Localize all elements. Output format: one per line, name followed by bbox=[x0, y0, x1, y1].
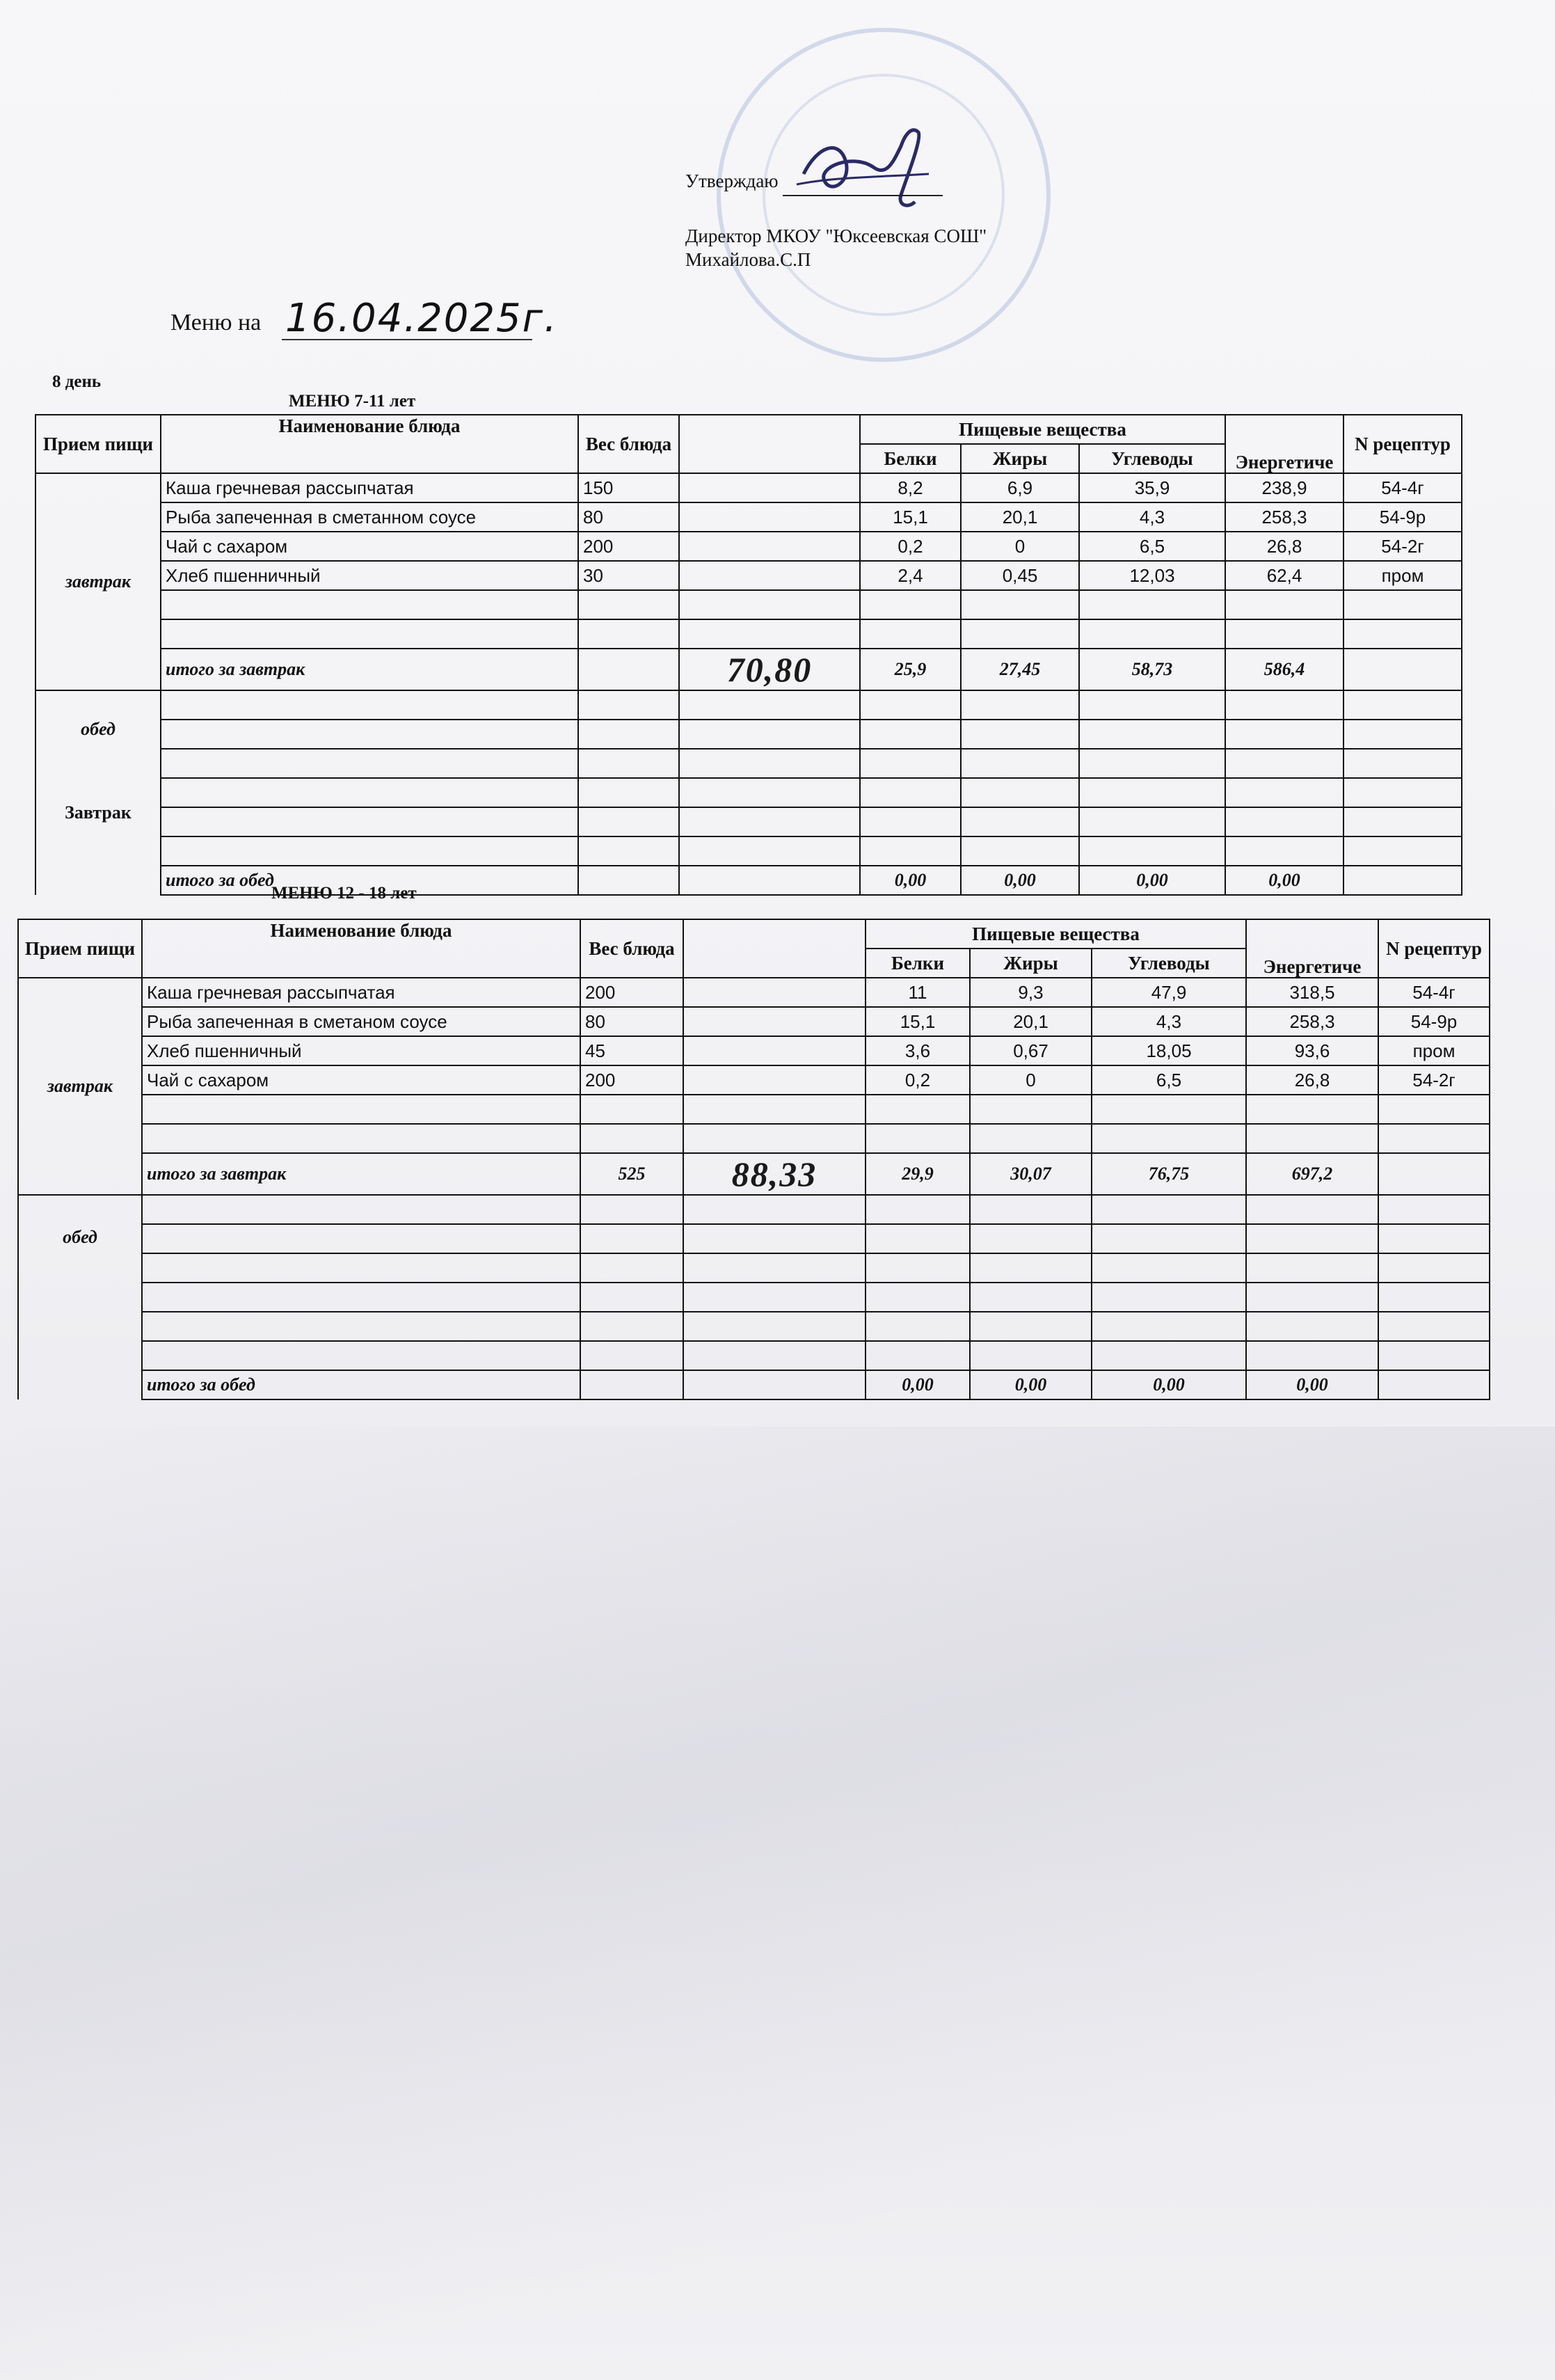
carbs-cell: 47,9 bbox=[1092, 978, 1246, 1007]
header-dish: Наименование блюда bbox=[161, 415, 578, 473]
total-protein: 0,00 bbox=[860, 866, 961, 895]
table-row bbox=[35, 561, 1462, 590]
total-price-handwritten: 88,33 bbox=[683, 1153, 866, 1195]
fat-cell: 6,9 bbox=[961, 473, 1079, 502]
table-row bbox=[35, 473, 1462, 502]
carbs-cell: 18,05 bbox=[1092, 1036, 1246, 1065]
menu2-table bbox=[17, 919, 1490, 1400]
protein-cell: 0,2 bbox=[860, 532, 961, 561]
fat-cell: 0 bbox=[970, 1065, 1092, 1095]
recipe-cell: пром bbox=[1378, 1036, 1490, 1065]
price-cell bbox=[679, 532, 860, 561]
dish-weight: 45 bbox=[580, 1036, 683, 1065]
protein-cell: 15,1 bbox=[866, 1007, 970, 1036]
total-protein: 25,9 bbox=[860, 649, 961, 690]
carbs-cell: 4,3 bbox=[1079, 502, 1225, 532]
price-cell bbox=[683, 978, 866, 1007]
dish-name: Каша гречневая рассыпчатая bbox=[161, 473, 578, 502]
menu1-table bbox=[35, 414, 1462, 896]
dish-name: Рыба запеченная в сметанном соусе bbox=[161, 502, 578, 532]
energy-cell: 258,3 bbox=[1225, 502, 1343, 532]
table-row bbox=[35, 836, 1462, 866]
price-cell bbox=[679, 561, 860, 590]
protein-cell: 15,1 bbox=[860, 502, 961, 532]
total-label: итого за обед bbox=[142, 1370, 580, 1399]
table-row bbox=[35, 590, 1462, 619]
total-price-handwritten: 70,80 bbox=[679, 649, 860, 690]
carbs-cell: 6,5 bbox=[1092, 1065, 1246, 1095]
menu-date-handwritten: 16.04.2025г. bbox=[285, 296, 558, 341]
lunch-label: обед bbox=[81, 719, 115, 739]
header-nutrients: Пищевые вещества bbox=[866, 919, 1246, 949]
table-row bbox=[18, 1283, 1490, 1312]
total-label: итого за завтрак bbox=[161, 649, 578, 690]
total-energy: 697,2 bbox=[1246, 1153, 1378, 1195]
total-protein: 0,00 bbox=[866, 1370, 970, 1399]
dish-weight: 200 bbox=[580, 978, 683, 1007]
recipe-cell: 54-9р bbox=[1343, 502, 1462, 532]
header-carbs: Углеводы bbox=[1092, 949, 1246, 978]
header-dish: Наименование блюда bbox=[142, 919, 580, 978]
total-fat: 27,45 bbox=[961, 649, 1079, 690]
recipe-cell: 54-9р bbox=[1378, 1007, 1490, 1036]
protein-cell: 8,2 bbox=[860, 473, 961, 502]
dish-weight: 80 bbox=[578, 502, 679, 532]
table-row bbox=[18, 1007, 1490, 1036]
table-row bbox=[18, 1253, 1490, 1283]
menu2-title: МЕНЮ 12 - 18 лет bbox=[271, 884, 417, 903]
header-fat: Жиры bbox=[970, 949, 1092, 978]
energy-cell: 26,8 bbox=[1246, 1065, 1378, 1095]
meal-cell-lunch: обед bbox=[18, 1195, 142, 1399]
table-row bbox=[18, 1341, 1490, 1370]
energy-cell: 318,5 bbox=[1246, 978, 1378, 1007]
header-meal: Прием пищи bbox=[35, 415, 161, 473]
table-row bbox=[18, 1095, 1490, 1124]
header-energy: Энергетиче bbox=[1246, 919, 1378, 978]
header-price bbox=[683, 919, 866, 978]
price-cell bbox=[679, 473, 860, 502]
lunch-total-row bbox=[35, 866, 1462, 895]
director-title: Директор МКОУ "Юксеевская СОШ" bbox=[685, 225, 987, 246]
carbs-cell: 4,3 bbox=[1092, 1007, 1246, 1036]
fat-cell: 0 bbox=[961, 532, 1079, 561]
total-energy: 586,4 bbox=[1225, 649, 1343, 690]
director-block bbox=[685, 224, 987, 271]
dish-weight: 200 bbox=[578, 532, 679, 561]
fat-cell: 0,45 bbox=[961, 561, 1079, 590]
carbs-cell: 12,03 bbox=[1079, 561, 1225, 590]
lunch-extra-label: Завтрак bbox=[65, 802, 131, 823]
total-protein: 29,9 bbox=[866, 1153, 970, 1195]
price-cell bbox=[683, 1065, 866, 1095]
dish-weight: 80 bbox=[580, 1007, 683, 1036]
total-fat: 30,07 bbox=[970, 1153, 1092, 1195]
header-protein: Белки bbox=[866, 949, 970, 978]
table-row bbox=[35, 749, 1462, 778]
header-recipe: N рецептур bbox=[1343, 415, 1462, 473]
total-weight bbox=[578, 649, 679, 690]
total-carbs: 58,73 bbox=[1079, 649, 1225, 690]
fat-cell: 0,67 bbox=[970, 1036, 1092, 1065]
table-row bbox=[18, 1036, 1490, 1065]
total-energy: 0,00 bbox=[1225, 866, 1343, 895]
table-row bbox=[18, 1195, 1490, 1224]
header-recipe: N рецептур bbox=[1378, 919, 1490, 978]
dish-weight: 150 bbox=[578, 473, 679, 502]
approve-label: Утверждаю bbox=[685, 170, 779, 191]
director-name: Михайлова.С.П bbox=[685, 249, 811, 270]
total-recipe bbox=[1343, 649, 1462, 690]
dish-weight: 200 bbox=[580, 1065, 683, 1095]
total-label: итого за завтрак bbox=[142, 1153, 580, 1195]
dish-name: Чай с сахаром bbox=[161, 532, 578, 561]
table-row bbox=[35, 532, 1462, 561]
menu1-title: МЕНЮ 7-11 лет bbox=[289, 392, 416, 411]
total-carbs: 0,00 bbox=[1079, 866, 1225, 895]
price-cell bbox=[683, 1036, 866, 1065]
price-cell bbox=[683, 1007, 866, 1036]
dish-weight: 30 bbox=[578, 561, 679, 590]
table-row bbox=[18, 1312, 1490, 1341]
signature-image bbox=[790, 118, 957, 223]
lunch-total-row bbox=[18, 1370, 1490, 1399]
recipe-cell: 54-4г bbox=[1378, 978, 1490, 1007]
dish-name: Хлеб пшенничный bbox=[142, 1036, 580, 1065]
energy-cell: 26,8 bbox=[1225, 532, 1343, 561]
header-meal: Прием пищи bbox=[18, 919, 142, 978]
header-energy: Энергетиче bbox=[1225, 415, 1343, 473]
total-energy: 0,00 bbox=[1246, 1370, 1378, 1399]
fat-cell: 20,1 bbox=[970, 1007, 1092, 1036]
dish-name: Хлеб пшенничный bbox=[161, 561, 578, 590]
table-row bbox=[35, 690, 1462, 720]
header-price bbox=[679, 415, 860, 473]
total-weight: 525 bbox=[580, 1153, 683, 1195]
price-cell bbox=[679, 502, 860, 532]
paper-shadow bbox=[0, 1427, 1555, 2380]
protein-cell: 2,4 bbox=[860, 561, 961, 590]
energy-cell: 238,9 bbox=[1225, 473, 1343, 502]
table-row bbox=[35, 619, 1462, 649]
table-row bbox=[18, 1124, 1490, 1153]
recipe-cell: 54-4г bbox=[1343, 473, 1462, 502]
total-fat: 0,00 bbox=[961, 866, 1079, 895]
energy-cell: 258,3 bbox=[1246, 1007, 1378, 1036]
breakfast-total-row bbox=[35, 649, 1462, 690]
table-row bbox=[18, 1224, 1490, 1253]
table-row bbox=[35, 807, 1462, 836]
total-label: итого за обед bbox=[161, 866, 578, 895]
carbs-cell: 35,9 bbox=[1079, 473, 1225, 502]
energy-cell: 93,6 bbox=[1246, 1036, 1378, 1065]
date-underline bbox=[282, 339, 532, 340]
fat-cell: 9,3 bbox=[970, 978, 1092, 1007]
dish-name: Каша гречневая рассыпчатая bbox=[142, 978, 580, 1007]
total-carbs: 76,75 bbox=[1092, 1153, 1246, 1195]
recipe-cell: 54-2г bbox=[1378, 1065, 1490, 1095]
fat-cell: 20,1 bbox=[961, 502, 1079, 532]
table-row bbox=[18, 978, 1490, 1007]
day-label: 8 день bbox=[52, 372, 102, 391]
header-carbs: Углеводы bbox=[1079, 444, 1225, 473]
carbs-cell: 6,5 bbox=[1079, 532, 1225, 561]
protein-cell: 3,6 bbox=[866, 1036, 970, 1065]
protein-cell: 11 bbox=[866, 978, 970, 1007]
header-weight: Вес блюда bbox=[580, 919, 683, 978]
table-row bbox=[18, 1065, 1490, 1095]
header-weight: Вес блюда bbox=[578, 415, 679, 473]
signature-line bbox=[783, 195, 943, 196]
protein-cell: 0,2 bbox=[866, 1065, 970, 1095]
total-carbs: 0,00 bbox=[1092, 1370, 1246, 1399]
recipe-cell: 54-2г bbox=[1343, 532, 1462, 561]
header-nutrients: Пищевые вещества bbox=[860, 415, 1225, 444]
energy-cell: 62,4 bbox=[1225, 561, 1343, 590]
meal-cell-breakfast: завтрак bbox=[35, 473, 161, 690]
recipe-cell: пром bbox=[1343, 561, 1462, 590]
dish-name: Рыба запеченная в сметаном соусе bbox=[142, 1007, 580, 1036]
menu-date-label: Меню на bbox=[170, 310, 262, 335]
breakfast-total-row bbox=[18, 1153, 1490, 1195]
total-recipe bbox=[1378, 1153, 1490, 1195]
table-row bbox=[35, 778, 1462, 807]
table-row bbox=[35, 720, 1462, 749]
table-row bbox=[35, 502, 1462, 532]
header-fat: Жиры bbox=[961, 444, 1079, 473]
dish-name: Чай с сахаром bbox=[142, 1065, 580, 1095]
meal-cell-lunch bbox=[35, 690, 161, 895]
header-protein: Белки bbox=[860, 444, 961, 473]
meal-cell-breakfast: завтрак bbox=[18, 978, 142, 1195]
total-fat: 0,00 bbox=[970, 1370, 1092, 1399]
